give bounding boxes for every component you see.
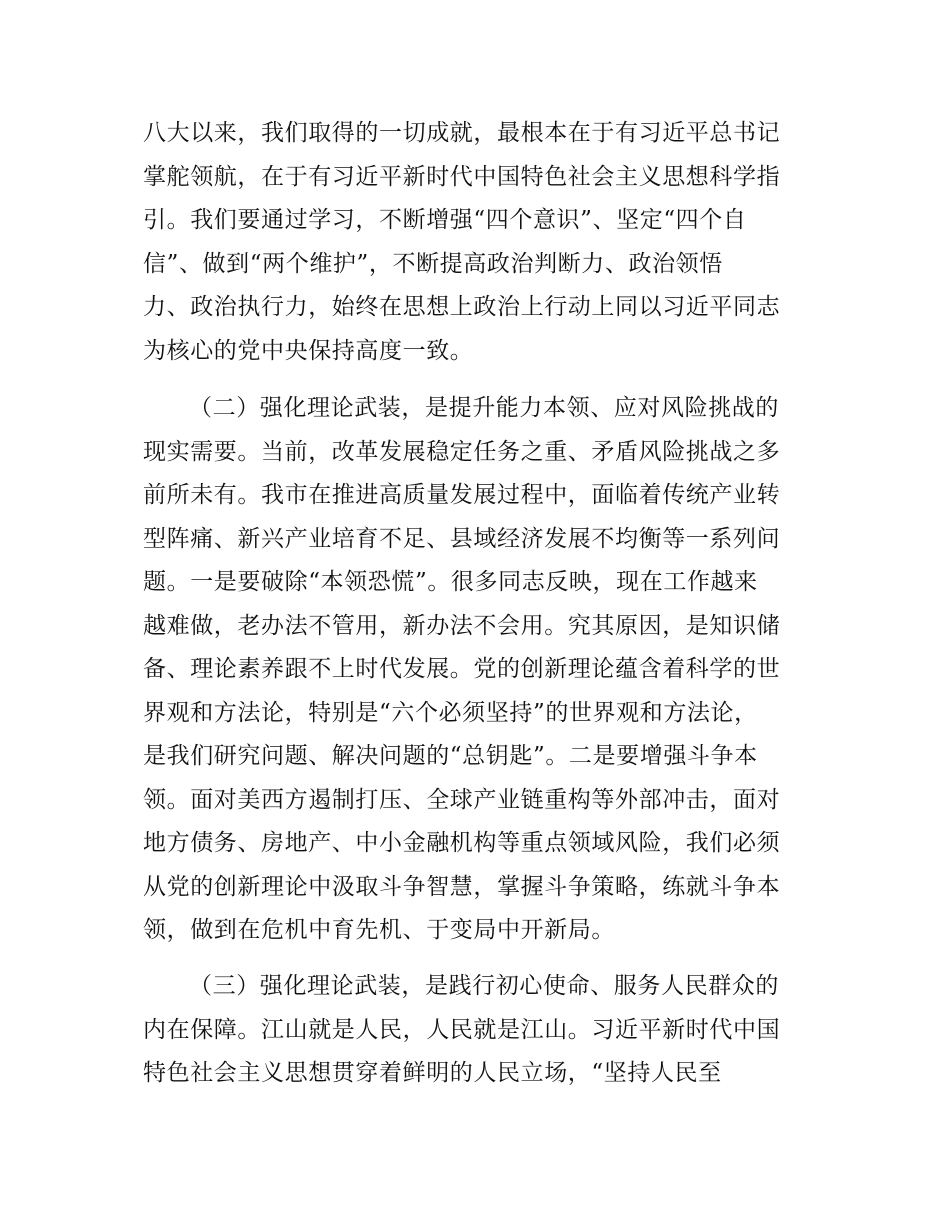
paragraph-line: （三）强化理论武装，是践行初心使命、服务人民群众的 — [189, 973, 779, 999]
paragraph-line: 题。一是要破除“本领恐慌”。很多同志反映，现在工作越来 — [143, 569, 758, 595]
paragraph-line: 信”、做到“两个维护”，不断提高政治判断力、政治领悟 — [143, 250, 723, 277]
paragraph-line: 领。面对美西方遏制打压、全球产业链重构等外部冲击，面对 — [143, 786, 781, 813]
paragraph-line: 备、理论素养跟不上时代发展。党的创新理论蕴含着科学的世 — [143, 656, 781, 682]
paragraph-line: 掌舵领航，在于有习近平新时代中国特色社会主义思想科学指 — [143, 163, 781, 190]
paragraph-line: 越难做，老办法不管用，新办法不会用。究其原因，是知识储 — [143, 612, 781, 639]
paragraph-line: 为核心的党中央保持高度一致。 — [143, 337, 474, 364]
paragraph-1 — [143, 112, 813, 373]
paragraph-line: 界观和方法论，特别是“六个必须坚持”的世界观和方法论， — [143, 699, 758, 726]
paragraph-line: 是我们研究问题、解决问题的“总钥匙”。二是要增强斗争本 — [143, 743, 758, 769]
paragraph-line: 领，做到在危机中育先机、于变局中开新局。 — [143, 917, 615, 943]
paragraph-line: 内在保障。江山就是人民，人民就是江山。习近平新时代中国 — [143, 1016, 781, 1043]
paragraph-line: 力、政治执行力，始终在思想上政治上行动上同以习近平同志 — [143, 294, 781, 320]
paragraph-line: 型阵痛、新兴产业培育不足、县域经济发展不均衡等一系列问 — [143, 525, 781, 552]
paragraph-3 — [143, 965, 813, 1096]
paragraph-2 — [143, 387, 813, 953]
paragraph-line: 现实需要。当前，改革发展稳定任务之重、矛盾风险挑战之多 — [143, 438, 781, 465]
paragraph-line: 引。我们要通过学习，不断增强“四个意识”、坚定“四个自 — [143, 207, 747, 233]
paragraph-line: 特色社会主义思想贯穿着鲜明的人民立场，“坚持人民至 — [143, 1060, 722, 1086]
paragraph-line: 从党的创新理论中汲取斗争智慧，掌握斗争策略，练就斗争本 — [143, 873, 781, 900]
paragraph-line: （二）强化理论武装，是提升能力本领、应对风险挑战的 — [189, 395, 779, 421]
paragraph-line: 八大以来，我们取得的一切成就，最根本在于有习近平总书记 — [143, 120, 781, 146]
paragraph-line: 前所未有。我市在推进高质量发展过程中，面临着传统产业转 — [143, 482, 781, 508]
paragraph-line: 地方债务、房地产、中小金融机构等重点领域风险，我们必须 — [143, 830, 781, 856]
